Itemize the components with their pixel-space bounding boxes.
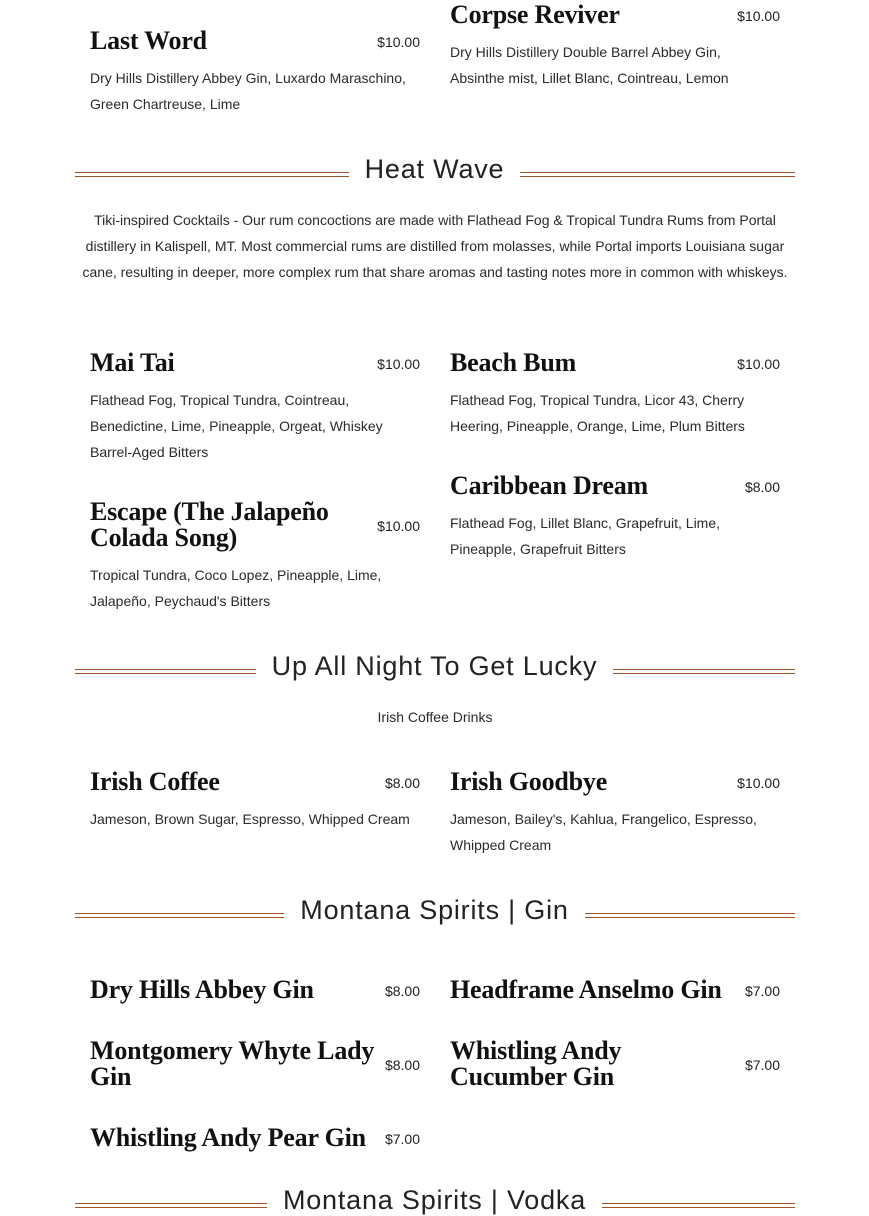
section-heading: Montana Spirits | Vodka — [267, 1185, 602, 1215]
item-price: $7.00 — [744, 983, 780, 999]
section-heading: Up All Night To Get Lucky — [256, 651, 614, 681]
item-price: $10.00 — [377, 34, 420, 50]
item-description: Flathead Fog, Lillet Blanc, Grapefruit, Lime, Pineapple, Grapefruit Bitters — [450, 515, 721, 557]
item-description: Flathead Fog, Tropical Tundra, Licor 43, Cherry Heering, Pineapple, Orange, Lime, Plum Bitters — [450, 392, 745, 434]
item-name: Caribbean Dream — [450, 471, 649, 500]
item-price: $8.00 — [384, 983, 420, 999]
section-intro: Tiki-inspired Cocktails - Our rum concoctions are made with Flathead Fog & Tropical Tundra Rums from Portal distillery in Kalispell, MT. Most commercial rums are distilled from molasses, while Portal imports Louisiana sugar cane, resulting in deeper, more complex rum that share aromas and tasting notes more in common with whiskeys. — [82, 212, 788, 280]
item-description: Jameson, Bailey's, Kahlua, Frangelico, Espresso, Whipped Cream — [450, 811, 757, 853]
item-description: Dry Hills Distillery Double Barrel Abbey Gin, Absinthe mist, Lillet Blanc, Cointreau, Lemon — [450, 44, 729, 86]
item-price: $10.00 — [377, 518, 420, 534]
item-price: $8.00 — [384, 1057, 420, 1073]
item-description: Flathead Fog, Tropical Tundra, Cointreau, Benedictine, Lime, Pineapple, Orgeat, Whiskey Barrel-Aged Bitters — [90, 392, 383, 460]
item-price: $7.00 — [384, 1131, 420, 1147]
item-price: $7.00 — [744, 1057, 780, 1073]
section-heading: Montana Spirits | Gin — [284, 895, 584, 925]
item-price: $8.00 — [744, 479, 780, 495]
section-intro: Irish Coffee Drinks — [377, 709, 493, 725]
item-description: Dry Hills Distillery Abbey Gin, Luxardo Maraschino, Green Chartreuse, Lime — [90, 70, 406, 112]
item-name: Beach Bum — [450, 348, 577, 377]
item-name: Whistling Andy Pear Gin — [90, 1123, 366, 1152]
item-name: Irish Coffee — [90, 767, 220, 796]
item-name: Corpse Reviver — [450, 0, 620, 29]
section-heading: Heat Wave — [349, 154, 521, 184]
item-name: Dry Hills Abbey Gin — [90, 975, 314, 1004]
item-name: Last Word — [90, 26, 207, 55]
item-price: $8.00 — [384, 775, 420, 791]
item-name: Irish Goodbye — [450, 767, 608, 796]
item-name: Mai Tai — [90, 348, 175, 377]
item-name: Escape (The Jalapeño Colada Song) — [90, 497, 329, 552]
item-description: Tropical Tundra, Coco Lopez, Pineapple, Lime, Jalapeño, Peychaud's Bitters — [90, 567, 382, 609]
item-name: Whistling Andy Cucumber Gin — [450, 1036, 622, 1091]
item-name: Headframe Anselmo Gin — [450, 975, 722, 1004]
item-price: $10.00 — [737, 356, 780, 372]
item-price: $10.00 — [737, 8, 780, 24]
item-description: Jameson, Brown Sugar, Espresso, Whipped Cream — [90, 811, 410, 827]
item-name: Montgomery Whyte Lady Gin — [90, 1036, 375, 1091]
item-price: $10.00 — [377, 356, 420, 372]
item-price: $10.00 — [737, 775, 780, 791]
